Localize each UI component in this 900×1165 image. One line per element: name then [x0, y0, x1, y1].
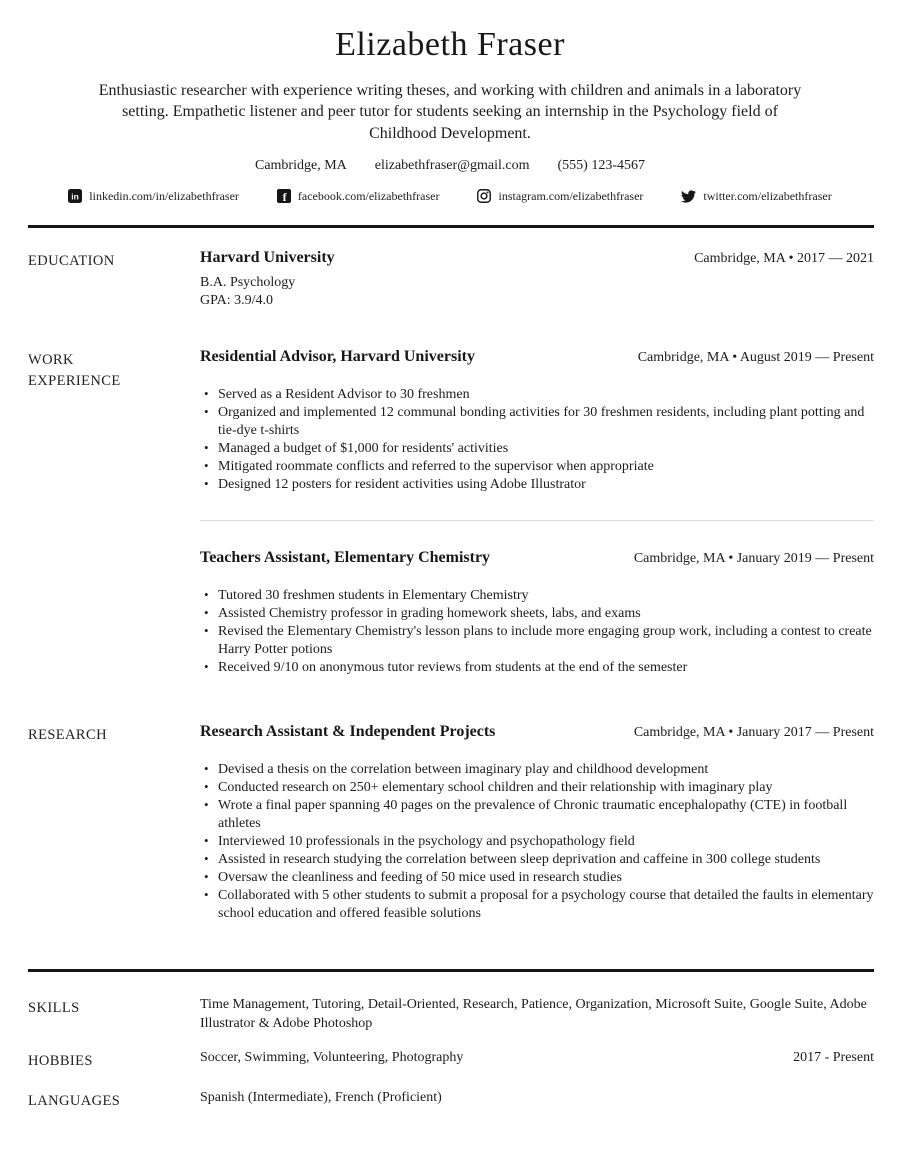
- research-bullets: [200, 761, 874, 923]
- job-entry: [200, 549, 874, 677]
- bullet-item: • Conducted research on 250+ elementary school children and their relationship with imaginary play: [204, 779, 874, 797]
- job-bullets: [200, 587, 874, 677]
- section-label-work-experience: WORK EXPERIENCE: [28, 352, 121, 390]
- section-skills: [0, 996, 900, 1034]
- instagram-icon: [477, 189, 491, 203]
- work-content: [200, 348, 874, 677]
- social-facebook: [277, 189, 440, 204]
- header-divider: [28, 225, 874, 228]
- section-research: [0, 723, 900, 923]
- resume-header: [0, 26, 900, 204]
- bullet-item: • Assisted Chemistry professor in grading homework sheets, labs, and exams: [204, 605, 874, 623]
- education-entry-head: [200, 249, 874, 267]
- hobbies-list: Soccer, Swimming, Volunteering, Photography: [200, 1049, 464, 1065]
- bullet-item: • Collaborated with 5 other students to submit a proposal for a psychology course that detailed the faults in elementary school education and offered feasible solutions: [204, 887, 874, 923]
- bullet-item: • Oversaw the cleanliness and feeding of 50 mice used in research studies: [204, 869, 874, 887]
- languages-list: Spanish (Intermediate), French (Proficient): [200, 1089, 442, 1105]
- contact-email: elizabethfraser@gmail.com: [374, 157, 530, 173]
- education-title: Harvard University: [200, 248, 335, 266]
- job-meta: Cambridge, MA • August 2019 — Present: [637, 350, 874, 366]
- section-label-research: RESEARCH: [28, 727, 107, 743]
- bullet-item: • Assisted in research studying the correlation between sleep deprivation and caffeine in 300 college students: [204, 851, 874, 869]
- bullet-item: • Interviewed 10 professionals in the psychology and psychopathology field: [204, 833, 874, 851]
- contact-location: Cambridge, MA: [254, 157, 347, 173]
- section-label-hobbies: HOBBIES: [28, 1052, 93, 1069]
- section-education: [0, 249, 900, 310]
- social-twitter-label: twitter.com/elizabethfraser: [703, 188, 832, 203]
- svg-text:in: in: [71, 191, 80, 202]
- job-entry-head: [200, 549, 874, 567]
- job-divider: [200, 520, 874, 521]
- svg-text:f: f: [282, 190, 287, 204]
- section-label-languages: LANGUAGES: [28, 1092, 121, 1109]
- social-facebook-label: facebook.com/elizabethfraser: [297, 188, 440, 203]
- bullet-item: • Devised a thesis on the correlation between imaginary play and childhood development: [204, 761, 874, 779]
- education-meta: Cambridge, MA • 2017 — 2021: [694, 250, 874, 266]
- job-entry: [200, 348, 874, 494]
- education-details: [200, 274, 874, 310]
- job-title: Residential Advisor, Harvard University: [200, 348, 475, 366]
- social-instagram: [477, 189, 643, 204]
- social-instagram-label: instagram.com/elizabethfraser: [498, 188, 644, 203]
- education-gpa: GPA: 3.9/4.0: [200, 292, 274, 308]
- bullet-item: • Managed a budget of $1,000 for residents' activities: [204, 440, 874, 458]
- bullet-item: • Received 9/10 on anonymous tutor reviews from students at the end of the semester: [204, 659, 874, 677]
- bullet-item: • Organized and implemented 12 communal bonding activities for 30 freshmen residents, including plant potting and tie-dye t-shirts: [204, 404, 874, 440]
- job-entry-head: [200, 348, 874, 366]
- skills-list: Time Management, Tutoring, Detail-Oriented, Research, Patience, Organization, Microsoft Suite, Google Suite, Adobe Illustrator & Adobe Photoshop: [200, 996, 867, 1031]
- section-label-education: EDUCATION: [28, 252, 115, 269]
- contact-row: [0, 158, 900, 174]
- bullet-item: • Wrote a final paper spanning 40 pages on the prevalence of Chronic traumatic encephalopathy (CTE) in football athletes: [204, 797, 874, 833]
- social-row: [0, 189, 900, 204]
- contact-phone: (555) 123-4567: [557, 157, 646, 173]
- hobbies-meta: 2017 - Present: [793, 1049, 874, 1065]
- social-twitter: [681, 189, 831, 204]
- hobbies-row: [200, 1049, 874, 1072]
- bullet-item: • Mitigated roommate conflicts and referred to the supervisor when appropriate: [204, 458, 874, 476]
- research-title: Research Assistant & Independent Projects: [200, 723, 496, 740]
- job-meta: Cambridge, MA • January 2019 — Present: [633, 551, 874, 567]
- twitter-icon: [681, 190, 696, 203]
- section-languages: [0, 1089, 900, 1112]
- job-bullets: [200, 386, 874, 494]
- footer-divider: [28, 969, 874, 972]
- bullet-item: • Served as a Resident Advisor to 30 freshmen: [204, 386, 874, 404]
- education-content: [200, 249, 874, 310]
- social-linkedin-label: linkedin.com/in/elizabethfraser: [89, 188, 239, 203]
- research-meta: Cambridge, MA • January 2017 — Present: [633, 725, 874, 740]
- bullet-item: • Designed 12 posters for resident activities using Adobe Illustrator: [204, 476, 874, 494]
- research-entry-head: [200, 723, 874, 741]
- page-title: Elizabeth Fraser: [335, 26, 565, 63]
- bullet-item: • Tutored 30 freshmen students in Elementary Chemistry: [204, 587, 874, 605]
- facebook-icon: [277, 189, 291, 203]
- summary-text: Enthusiastic researcher with experience writing theses, and working with children and animals in a laboratory setting. Empathetic listener and peer tutor for students seeking an internship in the Psychology field of Childhood Development.: [98, 82, 802, 142]
- bullet-item: • Revised the Elementary Chemistry's lesson plans to include more engaging group work, including a contest to create Harry Potter potions: [204, 623, 874, 659]
- education-degree: B.A. Psychology: [200, 274, 296, 290]
- linkedin-icon: [68, 189, 82, 203]
- social-linkedin: [68, 189, 239, 204]
- section-work-experience: [0, 348, 900, 677]
- job-title: Teachers Assistant, Elementary Chemistry: [200, 549, 491, 567]
- research-content: [200, 723, 874, 923]
- section-label-skills: SKILLS: [28, 999, 80, 1016]
- section-hobbies: [0, 1049, 900, 1072]
